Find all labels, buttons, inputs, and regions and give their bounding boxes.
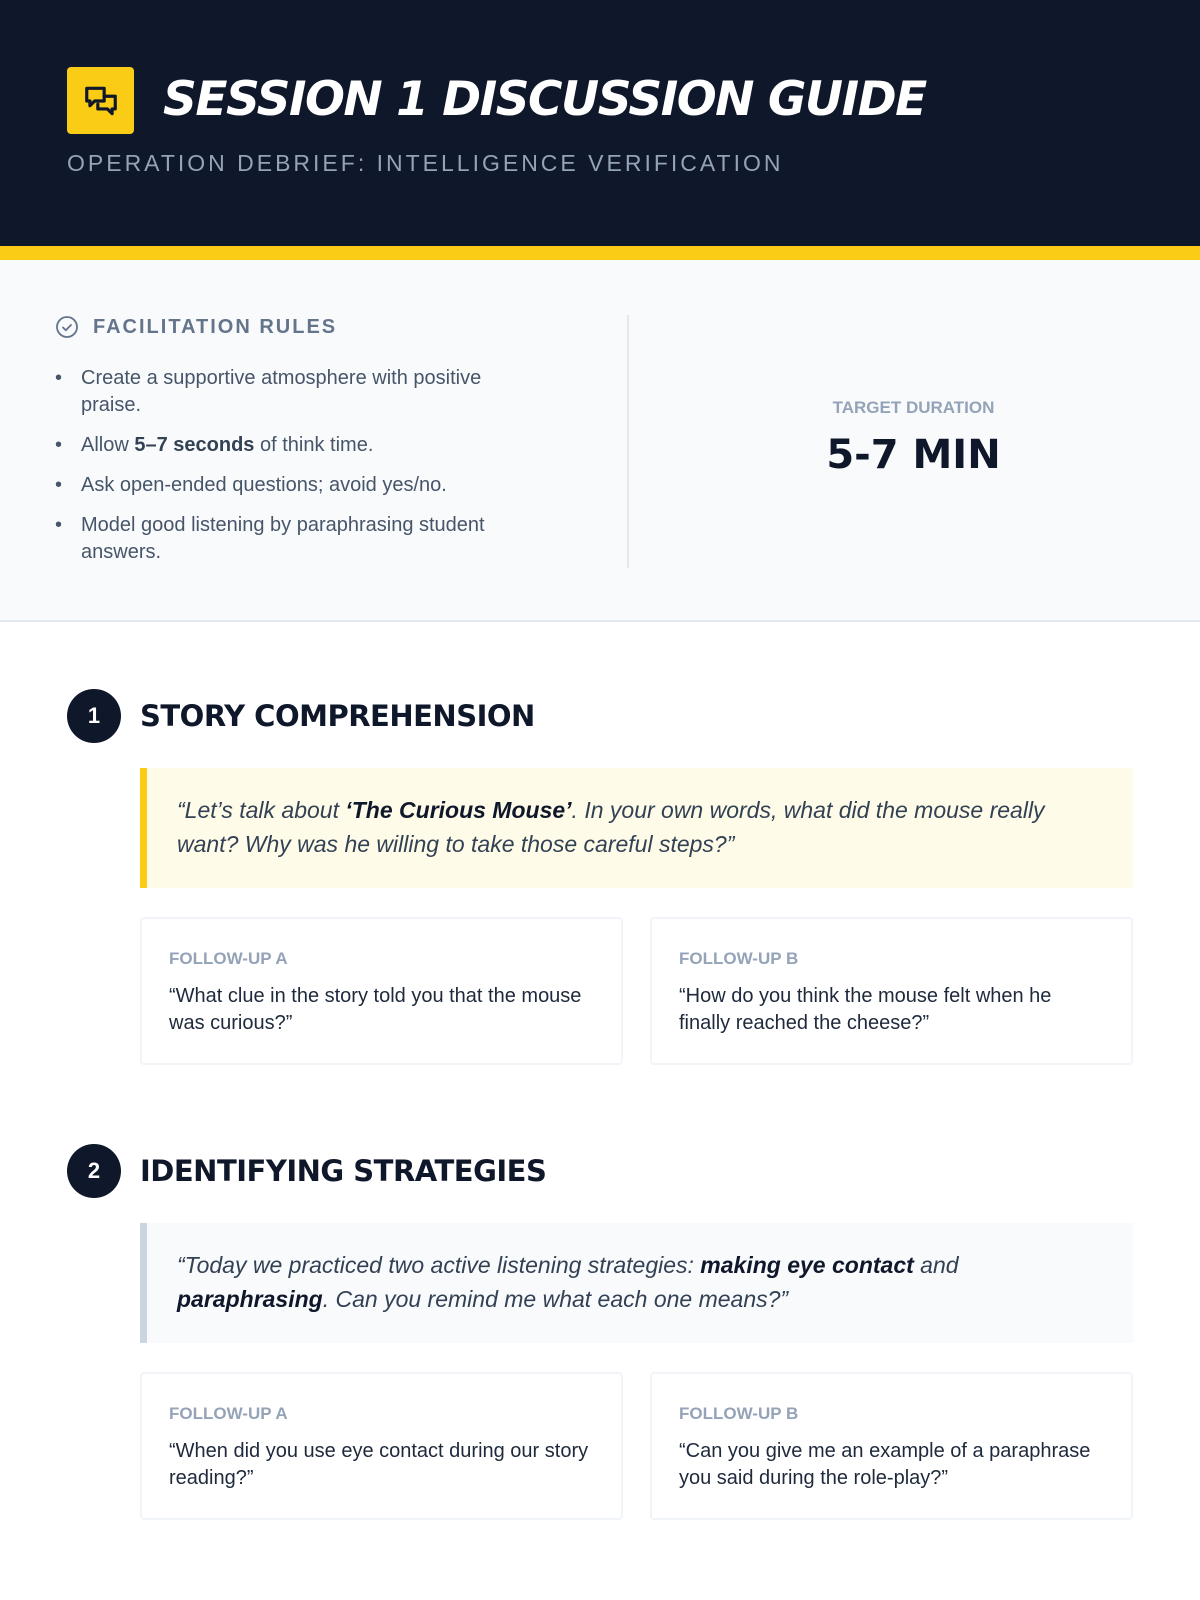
followup-label: FOLLOW-UP A xyxy=(169,949,288,968)
followup-card-b xyxy=(650,1372,1133,1520)
logo-badge xyxy=(67,67,134,134)
followup-question: “When did you use eye contact during our story reading?” xyxy=(169,1440,589,1489)
chat-bubbles-icon xyxy=(82,82,120,120)
section-title: STORY COMPREHENSION xyxy=(140,699,535,733)
rule-item: • Create a supportive atmosphere with positive praise. xyxy=(55,367,482,416)
section-title: IDENTIFYING STRATEGIES xyxy=(140,1154,547,1188)
followup-question: “What clue in the story told you that the mouse was curious?” xyxy=(169,985,582,1034)
page-title: SESSION 1 DISCUSSION GUIDE xyxy=(163,72,926,127)
check-circle-icon xyxy=(55,315,79,339)
rule-item: • Allow 5–7 seconds of think time. xyxy=(55,434,374,456)
followup-label: FOLLOW-UP A xyxy=(169,1404,288,1423)
section-number-badge: 1 xyxy=(67,689,121,743)
duration-label: TARGET DURATION xyxy=(832,398,995,417)
followup-label: FOLLOW-UP B xyxy=(679,1404,799,1423)
facilitation-panel xyxy=(0,260,1200,622)
followup-question: “How do you think the mouse felt when he finally reached the cheese?” xyxy=(679,985,1052,1034)
followup-card-a xyxy=(140,1372,623,1520)
duration-value: 5-7 MIN xyxy=(826,432,1001,478)
rule-item: • Ask open-ended questions; avoid yes/no. xyxy=(55,474,447,496)
facilitation-heading xyxy=(55,315,337,339)
followup-card-b xyxy=(650,917,1133,1065)
rules-list xyxy=(55,365,545,579)
followup-label: FOLLOW-UP B xyxy=(679,949,799,968)
followup-question: “Can you give me an example of a paraphrase you said during the role-play?” xyxy=(679,1440,1091,1489)
page-header xyxy=(0,0,1200,246)
discussion-prompt: “Let’s talk about ‘The Curious Mouse’. In your own words, what did the mouse really want? Why was he willing to take those careful steps?” xyxy=(140,768,1133,888)
page-subtitle: OPERATION DEBRIEF: INTELLIGENCE VERIFICATION xyxy=(67,150,784,176)
followup-card-a xyxy=(140,917,623,1065)
header-accent-bar xyxy=(0,246,1200,260)
facilitation-heading-label: FACILITATION RULES xyxy=(93,315,338,338)
discussion-prompt: “Today we practiced two active listening strategies: making eye contact and paraphrasing. Can you remind me what each one means?” xyxy=(140,1223,1133,1343)
rule-item: • Model good listening by paraphrasing student answers. xyxy=(55,514,485,563)
section-number-badge: 2 xyxy=(67,1144,121,1198)
